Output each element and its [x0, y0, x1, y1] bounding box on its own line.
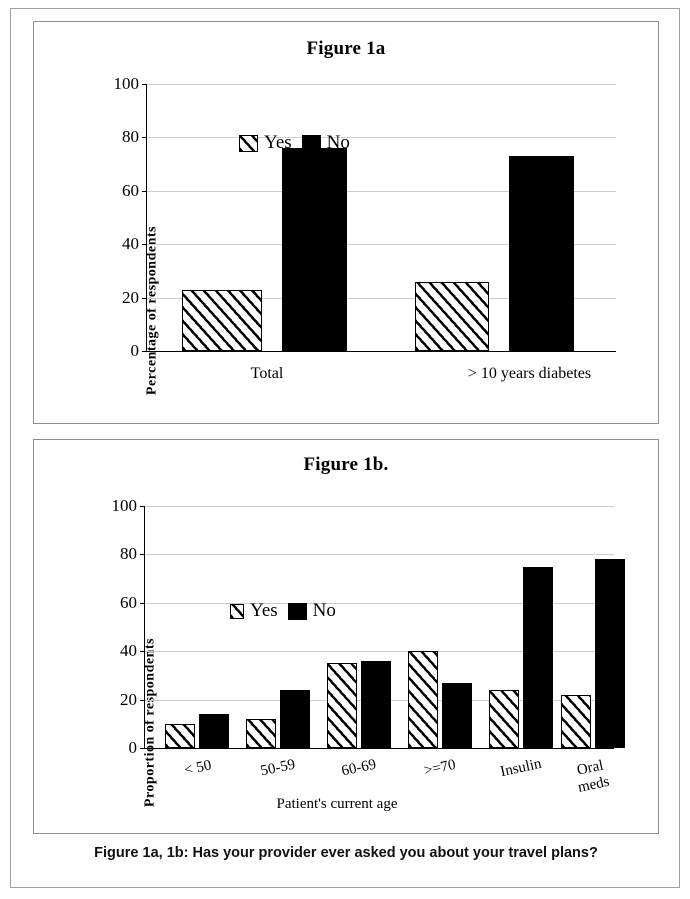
legend-1a [239, 132, 350, 154]
legend-entry-yes [230, 600, 278, 622]
gridline [145, 554, 614, 555]
legend-label-yes: Yes [250, 600, 278, 621]
bar-yes-50-59 [246, 719, 276, 748]
bar-no-under-50 [199, 714, 229, 748]
chart-title-1b: Figure 1b. [303, 454, 389, 475]
x-category-label-oral-meds-line1: Oral [575, 757, 605, 779]
legend-label-yes: Yes [264, 132, 292, 153]
legend-label-no: No [326, 132, 350, 153]
y-tick-label: 20 [122, 287, 139, 307]
y-tick-label: 20 [120, 689, 137, 709]
bar-yes-60-69 [327, 663, 357, 748]
legend-swatch-yes-icon [230, 604, 244, 619]
x-category-label-total: Total [250, 365, 284, 382]
plot-area-1a [113, 74, 616, 382]
x-category-label-50-59: 50-59 [259, 756, 297, 780]
bar-no-insulin [523, 567, 553, 749]
bar-no-oral-meds [595, 559, 625, 748]
bar-yes-insulin [489, 690, 519, 748]
legend-swatch-no-icon [302, 135, 321, 152]
bar-no-total [282, 148, 347, 351]
gridline [147, 137, 616, 138]
x-axis-label-1b: Patient's current age [276, 796, 398, 812]
y-tick-label: 80 [120, 544, 137, 564]
figure-caption-text: Has your provider ever asked you about your travel plans? [188, 845, 598, 861]
y-tick-label: 0 [128, 738, 137, 757]
chart-panel-figure-1b [33, 439, 659, 834]
gridline [145, 506, 614, 507]
legend-entry-yes [239, 132, 292, 154]
y-tick-label: 0 [130, 341, 139, 360]
chart-title-1a: Figure 1a [306, 38, 386, 59]
y-tick-label: 40 [120, 641, 137, 661]
figure-caption-label: Figure 1a, 1b: [94, 845, 189, 861]
y-tick-label: 80 [122, 127, 139, 147]
plot-area-1b [111, 496, 614, 812]
figure-caption [11, 845, 681, 861]
bar-yes-oral-meds [561, 695, 591, 748]
gridline [147, 84, 616, 85]
y-axis-label-1a: Percentage of respondents [144, 226, 160, 396]
x-category-label-oral-meds-line2: meds [576, 773, 611, 796]
x-category-label-70-plus: >=70 [422, 756, 458, 780]
legend-label-no: No [312, 600, 336, 621]
x-category-label-oral-meds [554, 753, 629, 800]
y-tick-label: 100 [113, 74, 139, 93]
x-category-label-under-50: < 50 [182, 757, 213, 779]
bar-no-70-plus [442, 683, 472, 748]
bar-yes-total [182, 290, 262, 351]
legend-1b [230, 600, 336, 622]
legend-swatch-no-icon [288, 603, 307, 620]
y-tick-label: 60 [120, 592, 137, 612]
y-tick-label: 40 [122, 234, 139, 254]
bar-no-60-69 [361, 661, 391, 748]
bar-yes-over-10-years [415, 282, 489, 351]
legend-swatch-yes-icon [239, 135, 258, 152]
legend-entry-no [302, 132, 350, 154]
bar-no-over-10-years [509, 156, 574, 351]
x-category-label-over-10-years: > 10 years diabetes [467, 365, 592, 382]
y-axis-label-1b: Proportion of respondents [142, 638, 158, 808]
bar-no-50-59 [280, 690, 310, 748]
x-category-label-60-69: 60-69 [340, 756, 378, 780]
chart-panel-figure-1a [33, 21, 659, 424]
bar-yes-under-50 [165, 724, 195, 748]
figure-outer-frame [10, 8, 680, 888]
x-category-label-insulin: Insulin [498, 755, 543, 781]
y-tick-label: 100 [111, 496, 137, 515]
legend-entry-no [288, 600, 336, 622]
y-tick-label: 60 [122, 180, 139, 200]
bar-yes-70-plus [408, 651, 438, 748]
